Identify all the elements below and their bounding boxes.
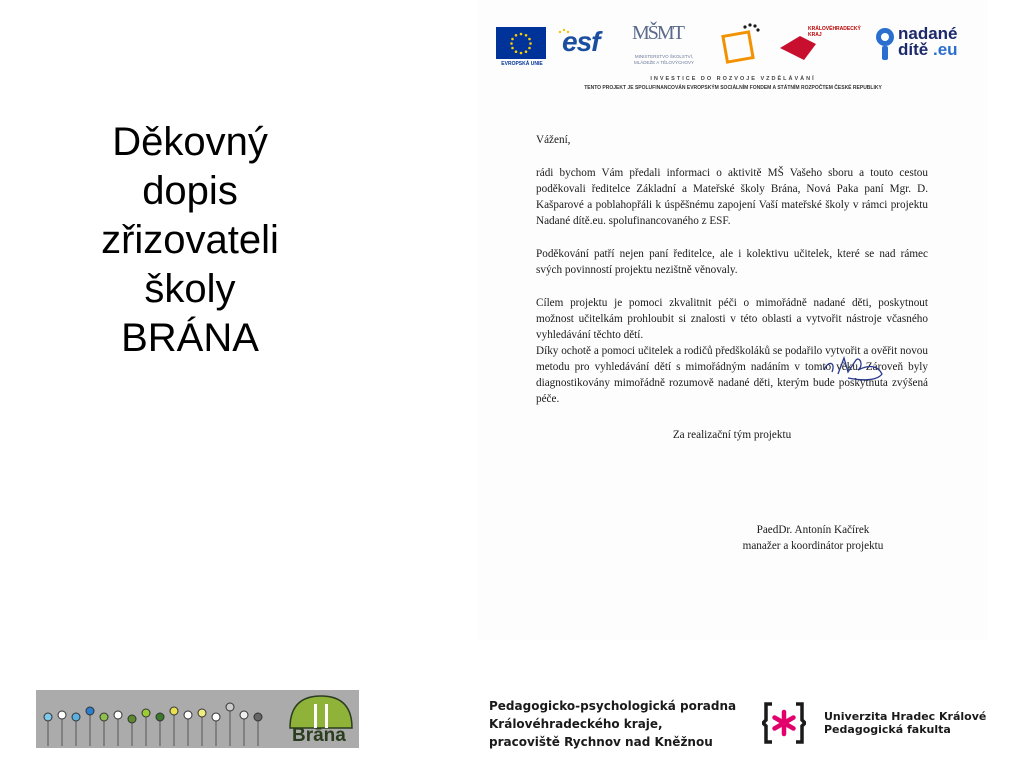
esf-logo [554, 26, 602, 60]
eu-flag-icon [496, 27, 546, 59]
title-line: zřizovateli [101, 218, 279, 262]
closing-line: Za realizační tým projektu [672, 429, 792, 441]
salutation: Vážení, [536, 134, 571, 146]
paragraph: Poděkování patří nejen paní ředitelce, ale i kolektivu učitelek, které se nad rámec svých povinností projektu nezištně věnovaly. [536, 248, 928, 276]
nadane-suffix: .eu [932, 40, 958, 59]
signature-icon [818, 352, 888, 382]
title-line: školy [144, 267, 236, 311]
ppp-line: Pedagogicko-psychologická poradna [489, 699, 737, 713]
nadane-line-2 [898, 42, 958, 58]
kralovehradecky-kraj-logo [778, 26, 861, 66]
paragraph: Cílem projektu je pomoci zkvalitnit péči o mimořádně nadané děti, poskytnout možnost učitelkám prohloubit si znalosti v této oblasti a vytvořit nástroje včasného vyhledávání těchto dětí. [536, 297, 928, 341]
nadane-dite-logo [874, 24, 970, 70]
signer-role: manažer a koordinátor projektu [742, 540, 884, 552]
partner-logo-row [496, 20, 956, 74]
kraj-caption: KRÁLOVÉHRADECKÝ KRAJ [808, 26, 861, 38]
uhk-line: Univerzita Hradec Králové [824, 710, 987, 723]
tree-dots-icon [36, 690, 281, 748]
slide-title [40, 118, 340, 363]
nadane-word: dítě [898, 40, 929, 59]
orange-square-logo-icon [719, 22, 765, 68]
msmt-mark: MŠMT [632, 22, 683, 44]
ppp-line: pracoviště Rychnov nad Kněžnou [489, 735, 713, 749]
brana-school-logo [36, 690, 359, 748]
brana-word: Brāna [292, 725, 346, 746]
ppp-line: Královéhradeckého kraje, [489, 717, 663, 731]
signer-name: PaedDr. Antonín Kačírek [756, 524, 870, 536]
title-line: Děkovný [112, 120, 268, 164]
investice-tagline: INVESTICE DO ROZVOJE VZDĚLÁVÁNÍ [650, 76, 816, 82]
uhk-line: Pedagogická fakulta [824, 723, 951, 736]
esf-label: esf [562, 26, 600, 57]
scanned-letter [478, 0, 988, 640]
title-line: BRÁNA [121, 316, 259, 360]
paragraph: Díky ochotě a pomoci učitelek a rodičů předškoláků se podařilo vytvořit a ověřit novou metodu pro vyhledávání dětí s mimořádným nadáním v tomto věku. Zároveň byly diagnostikovány mimořádně rozumově nadané děti, kterým bude poskytnuta zvýšená péče. [536, 345, 928, 405]
msmt-logo [624, 22, 694, 70]
ppp-caption [489, 697, 736, 751]
msmt-caption: MINISTERSTVO ŠKOLSTVÍ, MLÁDEŽE A TĚLOVÝCHOVY [634, 54, 694, 65]
funding-note: TENTO PROJEKT JE SPOLUFINANCOVÁN EVROPSKÝM SOCIÁLNÍM FONDEM A STÁTNÍM ROZPOČTEM ČESKÉ REPUBLIKY [584, 85, 882, 91]
eu-caption: EVROPSKÁ UNIE [501, 61, 543, 67]
uhk-caption [824, 710, 986, 736]
signature-block [728, 366, 898, 554]
uhk-logo-icon [762, 700, 806, 746]
nadane-text [898, 26, 958, 58]
paragraph: rádi bychom Vám předali informaci o aktivitě MŠ Vašeho sboru a touto cestou poděkovali ředitelce Základní a Mateřské školy Brána, Nová Paka paní Mgr. D. Kašparové a poblahopřáli k úspěšnému zapojení Vaší mateřské školy v rámci projektu Nadané dítě.eu. spolufinancovaného z ESF. [536, 167, 928, 227]
nadane-line: nadané [898, 24, 958, 43]
title-line: dopis [142, 169, 238, 213]
